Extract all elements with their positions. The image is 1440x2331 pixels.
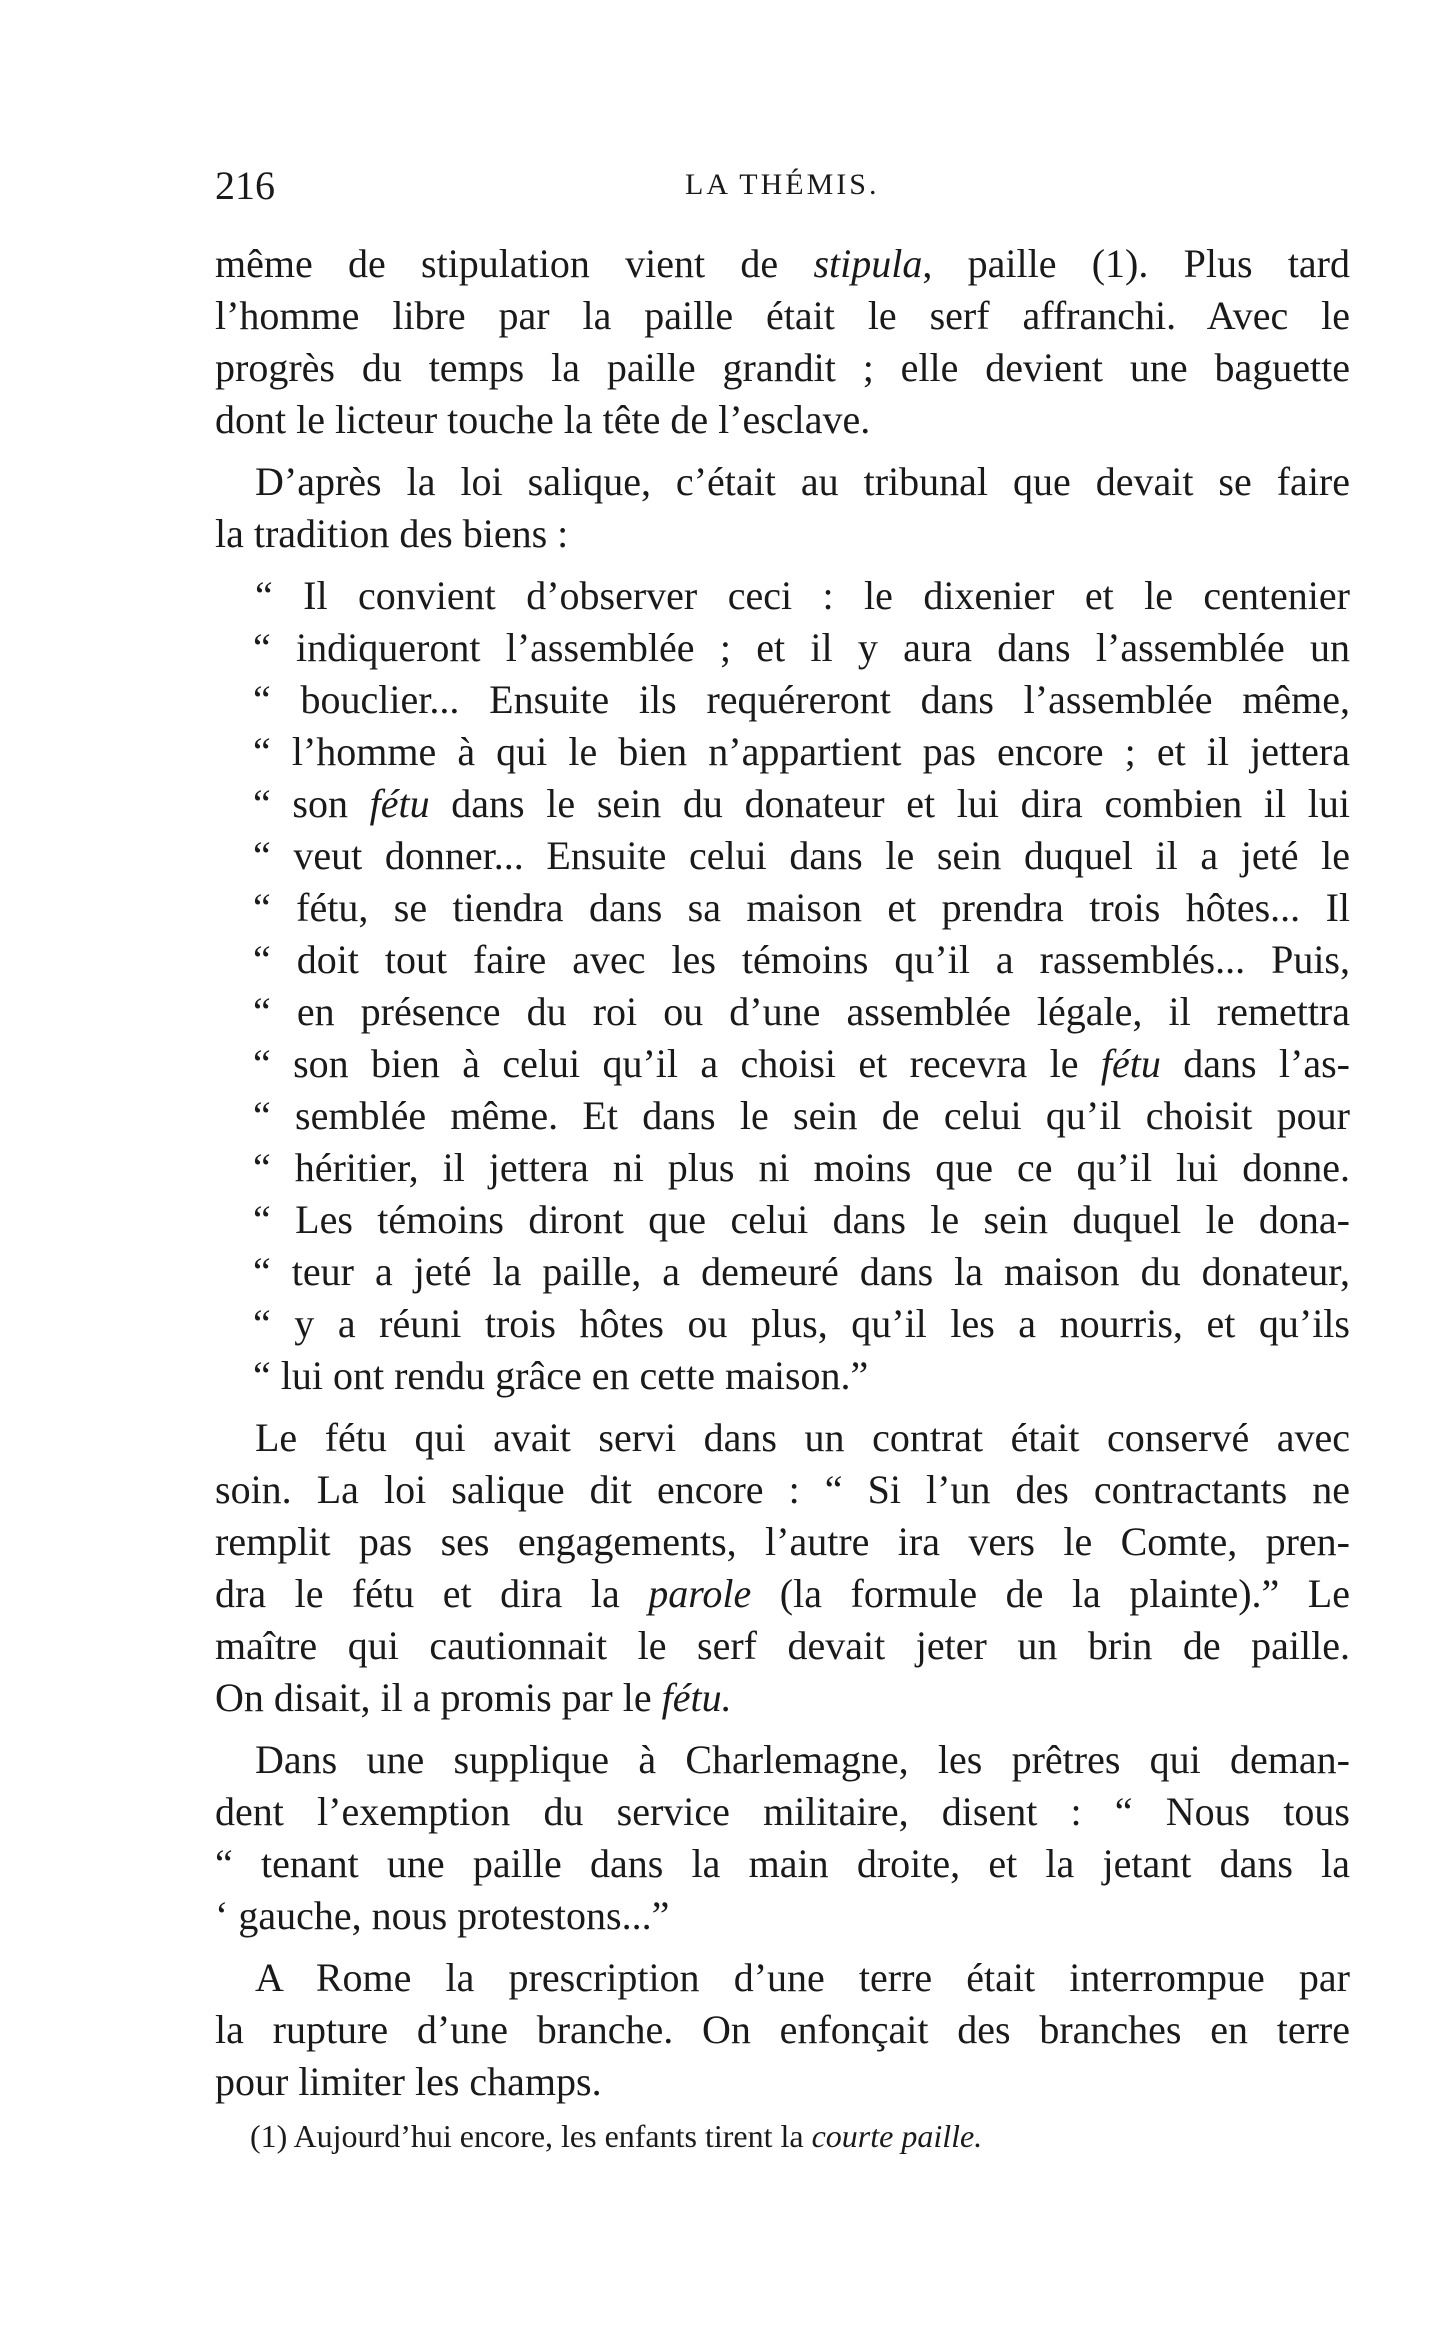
text-segment: l’homme libre par la paille était le serf affranchi. Avec le [215,293,1350,338]
text-line [215,778,1350,830]
text-segment: dra le fétu et dira la [215,1571,649,1616]
text-line [215,622,1350,674]
text-segment: “ son [253,781,370,826]
italic-word: parole [648,1571,752,1616]
text-segment: “ veut donner... Ensuite celui dans le sein duquel il a jeté le [253,833,1350,878]
text-line [215,342,1350,394]
text-segment: “ en présence du roi ou d’une assemblée légale, il remettra [253,989,1350,1034]
running-head: LA THÉMIS. [685,168,880,201]
text-segment: Le fétu qui avait servi dans un contrat était conservé avec [255,1415,1350,1460]
footnote [250,2118,982,2155]
footnote-italic: courte paille. [811,2118,983,2154]
text-segment: D’après la loi salique, c’était au tribunal que devait se faire [255,459,1350,504]
text-segment: “ y a réuni trois hôtes ou plus, qu’il les a nourris, et qu’ils [253,1301,1350,1346]
italic-word: fétu [369,781,430,826]
text-segment: ‘ gauche, nous protestons...” [215,1893,670,1938]
text-segment: “ fétu, se tiendra dans sa maison et prendra trois hôtes... Il [253,885,1350,930]
text-segment: la tradition des biens : [215,511,569,556]
text-line [215,1786,1350,1838]
text-line [215,456,1350,508]
text-segment: Dans une supplique à Charlemagne, les prêtres qui deman- [255,1737,1350,1782]
text-segment: maître qui cautionnait le serf devait jeter un brin de paille. [215,1623,1350,1668]
page-header [215,162,1350,212]
text-segment: la rupture d’une branche. On enfonçait des branches en terre [215,2007,1350,2052]
text-line [215,394,1350,446]
text-line [215,674,1350,726]
text-segment: “ son bien à celui qu’il a choisi et recevra le [253,1041,1101,1086]
text-line [215,1194,1350,1246]
text-line [215,1142,1350,1194]
italic-word: fétu [1100,1041,1161,1086]
text-line [215,1350,1350,1402]
text-segment: “ l’homme à qui le bien n’appartient pas encore ; et il jettera [253,729,1350,774]
text-line [215,2004,1350,2056]
text-line [215,1734,1350,1786]
text-line [215,1038,1350,1090]
text-line [215,1890,1350,1942]
text-segment: , paille (1). Plus tard [922,241,1351,286]
text-segment: pour limiter les champs. [215,2059,602,2104]
text-segment: “ héritier, il jettera ni plus ni moins que ce qu’il lui donne. [253,1145,1350,1190]
page-number: 216 [215,163,275,208]
text-segment: “ indiqueront l’assemblée ; et il y aura dans l’assemblée un [253,625,1350,670]
text-segment: “ teur a jeté la paille, a demeuré dans la maison du donateur, [253,1249,1350,1294]
text-segment: On disait, il a promis par le [215,1675,662,1720]
text-segment: dent l’exemption du service militaire, disent : “ Nous tous [215,1789,1350,1834]
text-line [215,508,1350,560]
text-segment: “ bouclier... Ensuite ils requéreront dans l’assemblée même, [253,677,1350,722]
text-segment: remplit pas ses engagements, l’autre ira vers le Comte, pren- [215,1519,1350,1564]
text-line [215,1516,1350,1568]
text-line [215,238,1350,290]
text-line [215,1464,1350,1516]
text-line [215,1090,1350,1142]
text-line [215,1952,1350,2004]
text-line [215,2056,1350,2108]
text-segment: “ lui ont rendu grâce en cette maison.” [253,1353,869,1398]
italic-word: stipula [813,241,923,286]
text-line [215,1672,1350,1724]
text-segment: (la formule de la plainte).” Le [751,1571,1350,1616]
text-segment: progrès du temps la paille grandit ; elle devient une baguette [215,345,1350,390]
text-segment: “ Il convient d’observer ceci : le dixenier et le centenier [255,573,1350,618]
italic-word: fétu. [661,1675,732,1720]
text-segment: “ doit tout faire avec les témoins qu’il a rassemblés... Puis, [253,937,1350,982]
text-line [215,1838,1350,1890]
text-segment: dans le sein du donateur et lui dira combien il lui [429,781,1350,826]
text-segment: “ Les témoins diront que celui dans le sein duquel le dona- [253,1197,1350,1242]
text-segment: “ semblée même. Et dans le sein de celui qu’il choisit pour [253,1093,1350,1138]
text-line [215,882,1350,934]
text-line [215,1568,1350,1620]
text-segment: soin. La loi salique dit encore : “ Si l’un des contractants ne [215,1467,1350,1512]
text-line [215,1412,1350,1464]
text-segment: “ tenant une paille dans la main droite, et la jetant dans la [215,1841,1350,1886]
text-line [215,1298,1350,1350]
text-line [215,934,1350,986]
text-segment: même de stipulation vient de [215,241,814,286]
text-line [215,1246,1350,1298]
text-line [215,726,1350,778]
footnote-text: (1) Aujourd’hui encore, les enfants tirent la [250,2118,812,2154]
text-segment: A Rome la prescription d’une terre était interrompue par [255,1955,1350,2000]
text-line [215,830,1350,882]
text-segment: dont le licteur touche la tête de l’esclave. [215,397,871,442]
text-segment: dans l’as- [1160,1041,1350,1086]
text-line [215,570,1350,622]
body-text [215,238,1350,2108]
text-line [215,986,1350,1038]
text-line [215,290,1350,342]
text-line [215,1620,1350,1672]
